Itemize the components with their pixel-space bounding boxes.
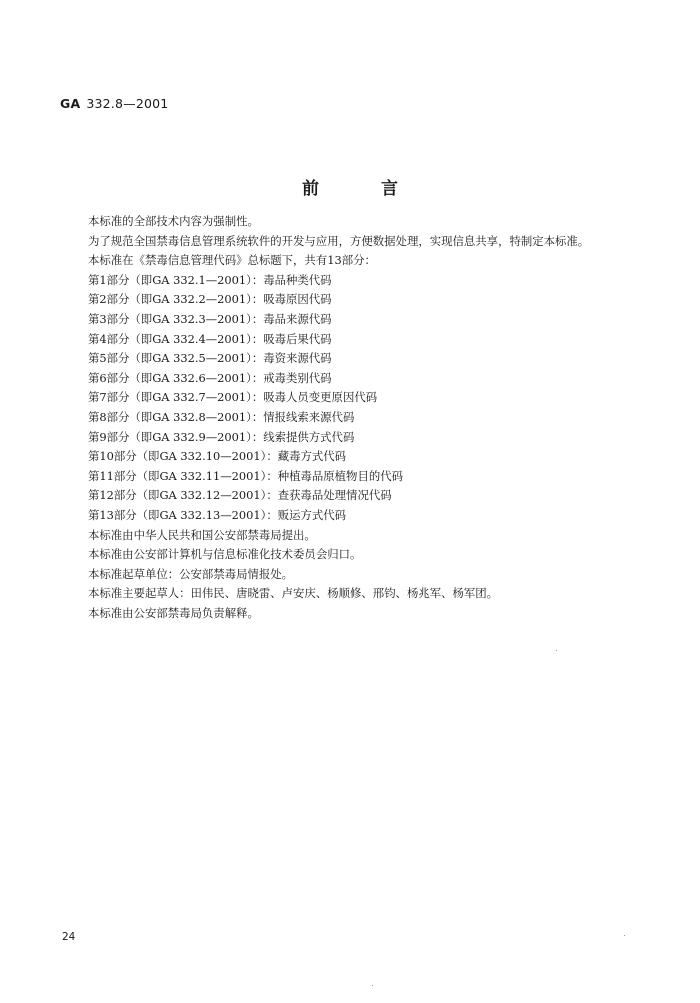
part-list-item: 第7部分（即GA 332.7—2001）：吸毒人员变更原因代码: [88, 390, 378, 405]
part-list-item: 第1部分（即GA 332.1—2001）：毒品种类代码: [88, 272, 332, 287]
paragraph-purpose: 为了规范全国禁毒信息管理系统软件的开发与应用，方便数据处理，实现信息共享，特制定本标准。: [88, 233, 590, 248]
part-list-item: 第4部分（即GA 332.4—2001）：吸毒后果代码: [88, 331, 332, 346]
part-list-item: 第10部分（即GA 332.10—2001）：藏毒方式代码: [88, 449, 347, 464]
part-list-item: 第6部分（即GA 332.6—2001）：戒毒类别代码: [88, 370, 332, 385]
paragraph-mandatory: 本标准的全部技术内容为强制性。: [88, 214, 259, 228]
part-list-item: 第5部分（即GA 332.5—2001）：毒资来源代码: [88, 351, 332, 366]
paragraph-drafting-unit: 本标准起草单位：公安部禁毒局情报处。: [88, 566, 294, 581]
part-list-item: 第8部分（即GA 332.8—2001）：情报线索来源代码: [88, 409, 355, 424]
part-list-item: 第9部分（即GA 332.9—2001）：线索提供方式代码: [88, 429, 355, 444]
foreword-body: [88, 212, 668, 623]
paragraph-centralized: 本标准由公安部计算机与信息标准化技术委员会归口。: [88, 547, 362, 562]
standard-code-header: [60, 96, 168, 111]
part-list-item: 第12部分（即GA 332.12—2001）：查获毒品处理情况代码: [88, 488, 392, 503]
paragraph-parts-intro: 本标准在《禁毒信息管理代码》总标题下，共有13部分：: [88, 253, 376, 268]
paragraph-interpretation: 本标准由公安部禁毒局负责解释。: [88, 605, 259, 620]
paragraph-proposer: 本标准由中华人民共和国公安部禁毒局提出。: [88, 527, 316, 542]
part-list-item: 第11部分（即GA 332.11—2001）：种植毒品原植物目的代码: [88, 468, 404, 483]
scan-speck: [556, 650, 557, 651]
standard-prefix: GA: [60, 96, 81, 111]
page-title: 前言: [302, 179, 460, 199]
page-number: 24: [62, 931, 76, 943]
part-list-item: 第3部分（即GA 332.3—2001）：毒品来源代码: [88, 311, 332, 326]
standard-number: 332.8—2001: [86, 96, 169, 111]
paragraph-drafters: 本标准主要起草人：田伟民、唐晓雷、卢安庆、杨顺修、邢钧、杨兆军、杨军团。: [88, 586, 499, 601]
part-list-item: 第13部分（即GA 332.13—2001）：贩运方式代码: [88, 507, 347, 522]
scan-speck: [624, 935, 625, 936]
scan-speck: [372, 985, 373, 986]
part-list-item: 第2部分（即GA 332.2—2001）：吸毒原因代码: [88, 292, 332, 307]
